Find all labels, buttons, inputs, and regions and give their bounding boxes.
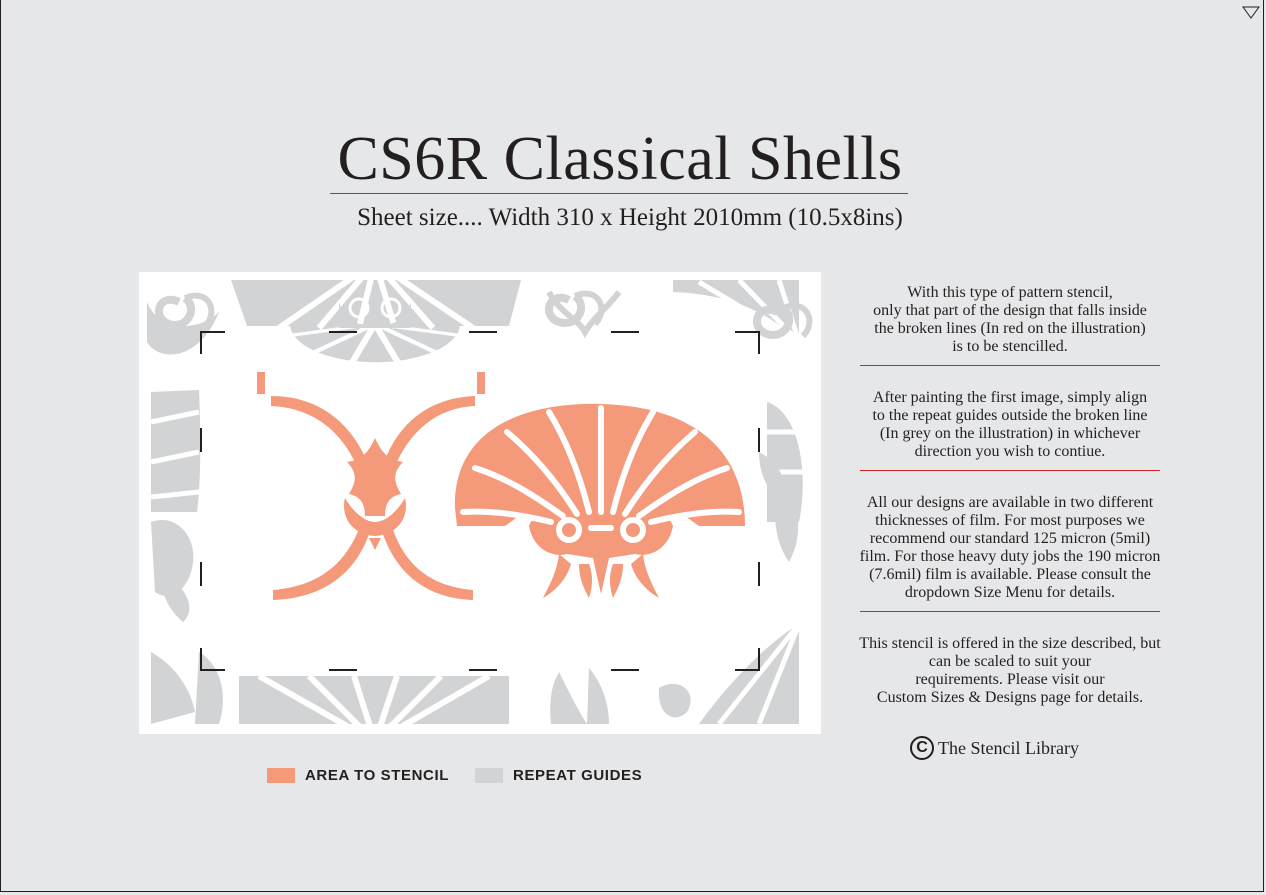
legend-item-repeat-guides xyxy=(475,767,642,784)
corner-arrow-icon xyxy=(1242,6,1260,20)
legend-swatch xyxy=(267,768,295,783)
legend-label: AREA TO STENCIL xyxy=(305,766,450,784)
info-paragraph-align: After painting the first image, simply align to the repeat guides outside the broken line (In grey on the illustration) in whichever direction you wish to contiue. xyxy=(872,389,1148,460)
legend xyxy=(267,766,642,784)
sheet-size: Sheet size.... Width 310 x Height 2010mm (10.5x8ins) xyxy=(357,204,903,231)
info-panel xyxy=(838,284,1182,707)
info-paragraph-film: All our designs are available in two different thicknesses of film. For most purposes we recommend our standard 125 micron (5mil) film. For those heavy duty jobs the 190 micron (7.6mil) film is available. Please consult the dropdown Size Menu for details. xyxy=(859,494,1161,601)
divider xyxy=(860,611,1160,612)
info-paragraph-custom-sizes: This stencil is offered in the size described, but can be scaled to suit your requirements. Please visit our Custom Sizes & Designs page for details. xyxy=(859,635,1161,706)
divider xyxy=(860,365,1160,366)
copyright-text: The Stencil Library xyxy=(938,737,1079,758)
stencil-drawing xyxy=(139,272,821,734)
legend-item-area-to-stencil xyxy=(267,767,449,784)
copyright-notice xyxy=(910,733,1079,763)
info-paragraph-repeat-area: With this type of pattern stencil, only that part of the design that falls inside the broken lines (In red on the illustration) is to be stencilled. xyxy=(873,284,1147,355)
page-title: CS6R Classical Shells xyxy=(337,125,903,193)
divider xyxy=(860,470,1160,471)
area-to-stencil xyxy=(257,372,745,600)
legend-swatch xyxy=(475,768,503,783)
title-underline xyxy=(330,193,908,194)
stencil-illustration xyxy=(139,272,821,734)
legend-label: REPEAT GUIDES xyxy=(513,766,643,784)
copyright-icon: C xyxy=(910,736,934,760)
